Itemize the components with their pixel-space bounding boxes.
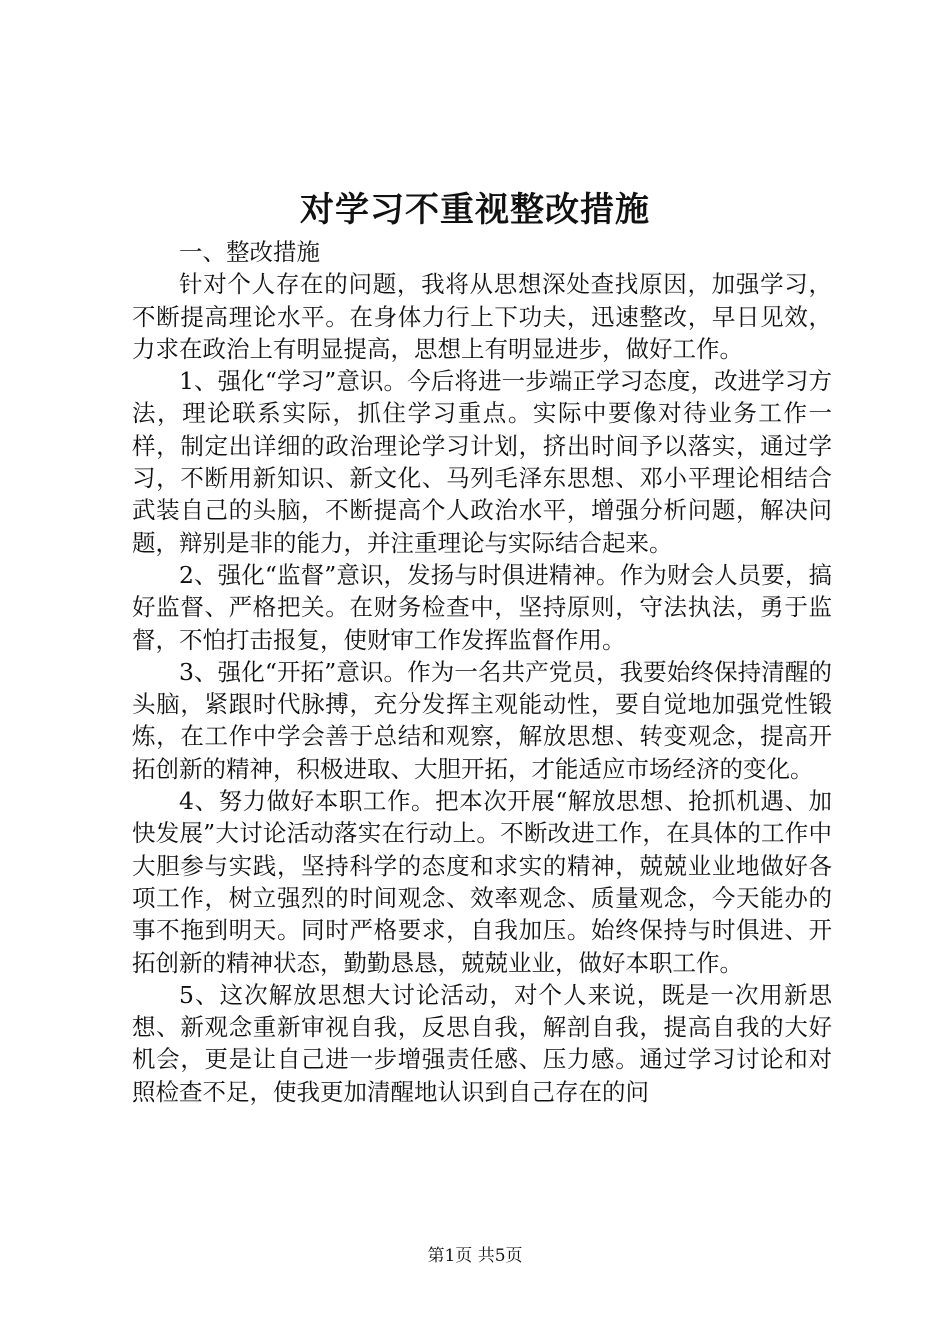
document-title: 对学习不重视整改措施: [300, 190, 650, 230]
paragraph-item-2: 2、强化“监督”意识，发扬与时俱进精神。作为财会人员要，搞好监督、严格把关。在财务检查中，坚持原则，守法执法，勇于监督，不怕打击报复，使财审工作发挥监督作用。: [132, 560, 832, 654]
paragraph-item-4: 4、努力做好本职工作。把本次开展“解放思想、抢抓机遇、加快发展”大讨论活动落实在行动上。不断改进工作，在具体的工作中大胆参与实践，坚持科学的态度和求实的精神，兢兢业业地做好各项工作，树立强烈的时间观念、效率观念、质量观念，今天能办的事不拖到明天。同时严格要求，自我加压。始终保持与时俱进、开拓创新的精神状态，勤勤恳恳，兢兢业业，做好本职工作。: [132, 787, 832, 977]
document-body: [132, 236, 832, 1108]
section-heading: 一、整改措施: [179, 238, 320, 266]
paragraph-item-5: 5、这次解放思想大讨论活动，对个人来说，既是一次用新思想、新观念重新审视自我，反思自我，解剖自我，提高自我的大好机会，更是让自己进一步增强责任感、压力感。通过学习讨论和对照检查不足，使我更加清醒地认识到自己存在的问: [132, 980, 832, 1106]
paragraph-item-3: 3、强化“开拓”意识。作为一名共产党员，我要始终保持清醒的头脑，紧跟时代脉搏，充分发挥主观能动性，要自觉地加强党性锻炼，在工作中学会善于总结和观察，解放思想、转变观念，提高开拓创新的精神，积极进取、大胆开拓，才能适应市场经济的变化。: [132, 657, 832, 783]
paragraph-intro: 针对个人存在的问题，我将从思想深处查找原因，加强学习，不断提高理论水平。在身体力行上下功夫，迅速整改，早日见效，力求在政治上有明显提高，思想上有明显进步，做好工作。: [132, 270, 832, 363]
page-number-footer: 第1页 共5页: [427, 1246, 523, 1266]
paragraph-item-1: 1、强化“学习”意识。今后将进一步端正学习态度，改进学习方法，理论联系实际，抓住学习重点。实际中要像对待业务工作一样，制定出详细的政治理论学习计划，挤出时间予以落实，通过学习，不断用新知识、新文化、马列毛泽东思想、邓小平理论相结合武装自己的头脑，不断提高个人政治水平，增强分析问题，解决问题，辩别是非的能力，并注重理论与实际结合起来。: [132, 367, 832, 557]
